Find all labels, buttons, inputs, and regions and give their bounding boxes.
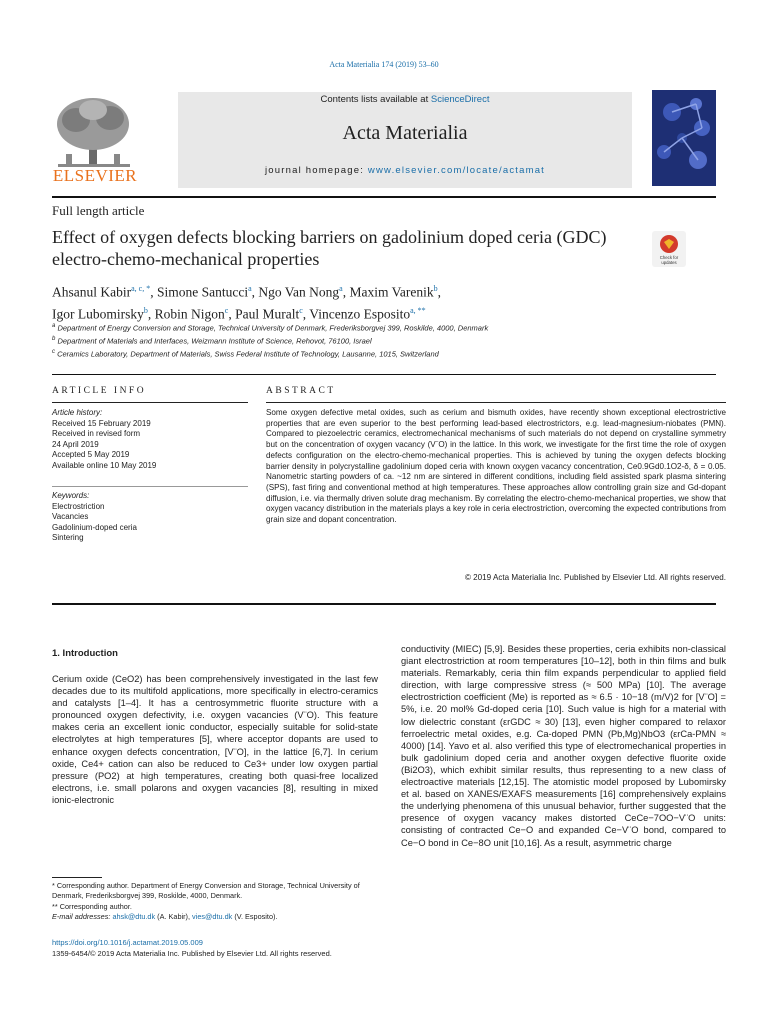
- author-affiliation-marker[interactable]: c: [224, 305, 229, 315]
- journal-title: Acta Materialia: [342, 122, 468, 144]
- history-item: 24 April 2019: [52, 439, 99, 449]
- author-affiliation-marker[interactable]: b: [143, 305, 148, 315]
- author-name[interactable]: Paul Muralt: [235, 306, 300, 321]
- cover-title: Acta Materialia: [656, 210, 706, 219]
- author-name[interactable]: Igor Lubomirsky: [52, 306, 144, 321]
- affiliation-marker: c: [52, 349, 55, 355]
- affiliation-text: Department of Energy Conversion and Storage, Technical University of Denmark, Frederiksborgvej 399, Roskilde, 4000, Denmark: [57, 323, 489, 333]
- section-heading-introduction: 1. Introduction: [52, 648, 118, 659]
- abstract-rule: [266, 402, 726, 403]
- history-item: Accepted 5 May 2019: [52, 450, 130, 460]
- author-name[interactable]: Maxim Varenik: [349, 284, 434, 300]
- cover-molecule-art: [652, 90, 716, 186]
- author-affiliation-marker[interactable]: a, c, *: [131, 284, 151, 293]
- keyword-item: Sintering: [52, 533, 84, 543]
- author-separator: ,: [150, 284, 157, 300]
- email-link[interactable]: vies@dtu.dk: [192, 912, 233, 922]
- footnote-emails: [52, 912, 378, 922]
- author-affiliation-marker[interactable]: a: [248, 284, 252, 293]
- history-item: Received in revised form: [52, 429, 141, 439]
- journal-reference-link[interactable]: Acta Materialia 174 (2019) 53–60: [329, 60, 439, 69]
- abstract-heading: ABSTRACT: [266, 386, 336, 396]
- history-item: Received 15 February 2019: [52, 418, 151, 428]
- publisher-name: ELSEVIER: [52, 166, 138, 185]
- email-owner: (V. Esposito).: [234, 912, 278, 922]
- check-for-updates-badge[interactable]: [652, 231, 686, 267]
- affiliation-text: Department of Materials and Interfaces, Weizmann Institute of Science, Rehovot, 76100, Israel: [57, 336, 372, 346]
- keywords-rule: [52, 486, 248, 487]
- front-matter-divider: [52, 374, 716, 375]
- footnotes: [52, 881, 378, 923]
- author-affiliation-marker[interactable]: b: [433, 284, 438, 293]
- history-item: Available online 10 May 2019: [52, 460, 157, 470]
- affiliation-line: [52, 347, 672, 360]
- abstract-copyright: © 2019 Acta Materialia Inc. Published by Elsevier Ltd. All rights reserved.: [464, 573, 726, 582]
- affiliation-marker: a: [52, 323, 56, 329]
- homepage-prefix: journal homepage:: [264, 165, 368, 176]
- email-link[interactable]: ahsk@dtu.dk: [112, 912, 156, 922]
- article-info-rule: [52, 402, 248, 403]
- header-divider: [52, 196, 716, 198]
- doi-link[interactable]: https://doi.org/10.1016/j.actamat.2019.05.009: [52, 938, 203, 947]
- paper-title: Effect of oxygen defects blocking barriers on gadolinium doped ceria (GDC) electro-chemo-mechanical properties: [52, 227, 607, 269]
- contents-prefix: Contents lists available at: [320, 94, 431, 105]
- footnote-corresponding-2: ** Corresponding author.: [52, 901, 132, 911]
- affiliations: [52, 321, 672, 360]
- author-name[interactable]: Vincenzo Esposito: [309, 306, 411, 321]
- email-label: E-mail addresses:: [52, 912, 111, 922]
- homepage-link[interactable]: www.elsevier.com/locate/actamat: [367, 165, 546, 176]
- authors-row: [52, 280, 652, 302]
- author-separator: ,: [437, 284, 441, 300]
- author-name[interactable]: Ahsanul Kabir: [52, 284, 132, 300]
- author-name[interactable]: Robin Nigon: [154, 306, 225, 321]
- contents-line: [178, 94, 632, 105]
- keyword-item: Electrostriction: [52, 501, 105, 511]
- affiliation-line: [52, 334, 672, 347]
- footnote-rule: [52, 877, 102, 878]
- author-name[interactable]: Ngo Van Nong: [258, 284, 340, 300]
- author-list: [52, 280, 652, 323]
- journal-homepage-line: [178, 165, 632, 176]
- article-type: Full length article: [52, 203, 145, 218]
- abstract-text: Some oxygen defective metal oxides, such as cerium and bismuth oxides, have recently shown exceptional electrostrictive properties that are even superior to the best performing lead-based electrostrictors, e.g. lead-magnesium-niobates (PMN). Compared to piezoelectric ceramics, electromechanical mechanisms of such materials do not depend on crystalline symmetry but on the concentration of oxygen vacancy (V¨O) in the lattice. In this work, we investigate for the first time the role of oxygen defects configuration on the electro-chemo-mechanical properties. This is achieved by tuning the oxygen defects blocking barrier density in polycrystalline gadolinium doped ceria with known oxygen vacancy concentration, Ce0.9Gd0.1O2-δ, δ = 0.05. Nanometric starting powders of ca. ~12 nm are sintered in different conditions, including field assisted spark plasma sintering (SPS), fast firing and conventional method at high temperatures. These approaches allow controlling grain size and Gd-dopant diffusion, i.e. via thermally driven solute drag mechanism. By correlating the electro-chemo-mechanical properties, we show that oxygen vacancy distribution in the materials plays a key role in ceria electrostriction, overcoming the expected contributions from grain size and dopant concentration.: [266, 408, 726, 525]
- article-history: [52, 408, 248, 472]
- affiliation-line: [52, 321, 672, 334]
- keywords-label: Keywords:: [52, 491, 90, 500]
- affiliation-marker: b: [52, 336, 56, 342]
- sciencedirect-link[interactable]: ScienceDirect: [430, 94, 490, 105]
- author-separator: ,: [342, 284, 350, 300]
- abstract-divider: [52, 603, 716, 605]
- authors-row: [52, 302, 652, 324]
- history-list: [52, 419, 248, 472]
- journal-cover-image: [652, 90, 716, 219]
- history-label: Article history:: [52, 408, 103, 417]
- footnote-corresponding-1: * Corresponding author. Department of Energy Conversion and Storage, Technical University of Denmark, Frederiksborgvej 399, Roskilde, 4000, Denmark.: [52, 881, 360, 901]
- issn-copyright-line: 1359-6454/© 2019 Acta Materialia Inc. Published by Elsevier Ltd. All rights reserved.: [52, 949, 332, 958]
- keyword-item: Vacancies: [52, 512, 89, 522]
- svg-text:updates: updates: [661, 260, 677, 265]
- article-info-heading: ARTICLE INFO: [52, 386, 147, 396]
- affiliation-text: Ceramics Laboratory, Department of Materials, Swiss Federal Institute of Technology, Lausanne, 1015, Switzerland: [57, 349, 439, 359]
- author-affiliation-marker[interactable]: a: [339, 284, 343, 293]
- author-name[interactable]: Simone Santucci: [156, 284, 249, 300]
- svg-text:Check for: Check for: [659, 255, 679, 260]
- author-separator: ,: [251, 284, 259, 300]
- author-affiliation-marker[interactable]: a, **: [410, 305, 426, 315]
- body-column-left: Cerium oxide (CeO2) has been comprehensively investigated in the last few decades due to its multifold applications, more specifically in electro-ceramics and catalysts [1–4]. It has a centrosymmetric fluorite structure with a pronounced oxygen defectivity, i.e. oxygen vacancies (V¨O). This feature makes ceria an excellent ionic conductor, especially suitable for solid-state electrolytes at high temperatures [5], where acceptor dopants are used to enhance oxygen defects concentration, [V¨O], in the lattice [6,7]. In cerium oxide, Ce4+ cation can also be reduced to Ce3+ under low oxygen partial pressure (PO2) at high temperatures, creating both quasi-free localized electrons, i.e. small polarons and oxygen vacancies [8], resulting in mixed ionic-electronic: [52, 674, 378, 805]
- author-separator: ,: [228, 306, 236, 321]
- author-separator: ,: [147, 306, 155, 321]
- keyword-item: Gadolinium-doped ceria: [52, 522, 137, 532]
- author-affiliation-marker[interactable]: c: [299, 305, 303, 315]
- email-owner: (A. Kabir),: [157, 912, 191, 922]
- keywords-block: [52, 491, 248, 544]
- keyword-list: [52, 502, 248, 544]
- body-column-right: conductivity (MIEC) [5,9]. Besides these properties, ceria exhibits non-classical giant electrostriction at room temperatures [10–12], both in thin films and bulk materials. Remarkably, ceria thin film expands perpendicular to applied field direction, with large compressive stress (≈ 500 MPa) [10]. The average electrostriction coefficient (Me) is reported as ≈ 6.5 · 10−18 (m/V)2 for [V¨O] = 5%, i.e. 20 mol% Gd-doped ceria [10]. Such value is high for a material with low dielectric constant (εrGDC ≈ 30) [13], even higher compared to relaxor ferroelectric metal oxides, e.g. Ca-doped PMN (Pb,Mg)NbO3 (εrCa-PMN ≈ 4000) [14]. Yavo et al. also verified this type of electromechanical properties in bulk gadolinium doped ceria and another oxygen defective fluorite oxide (Bi2O3), which exhibit similar results, thus representing to a new class of electroactive materials [12,15]. The atomistic model proposed by Lubomirsky et al. based on XANES/EXAFS measurements [16] comprehensively explains the underlying phenomena of this unusual behavior, further suggested that the presence of oxygen vacancy makes distorted CeCe−7OO−V¨O units: consisting of contracted Ce−O and expanded Ce−V¨O bond, compared to Ce−O bond in Ce−8O unit [10,16]. As a result, asymmetric charge: [401, 644, 726, 848]
- author-separator: ,: [302, 306, 310, 321]
